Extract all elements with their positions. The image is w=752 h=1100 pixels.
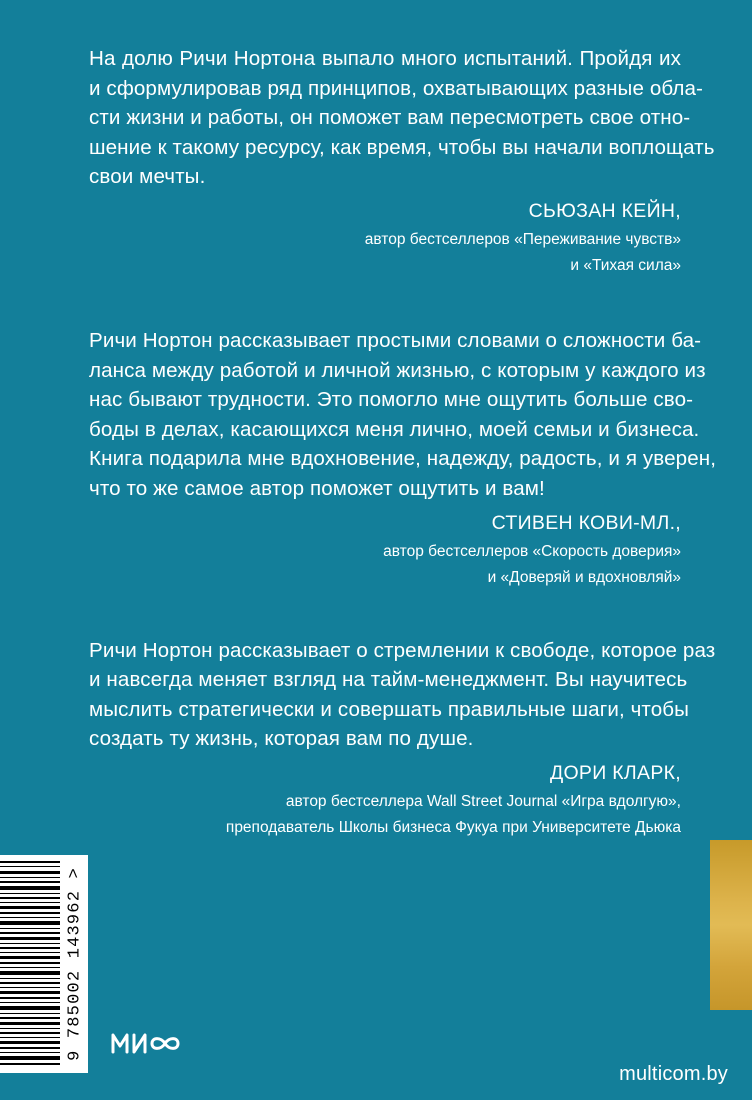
author-name: СТИВЕН КОВИ-МЛ., (491, 511, 681, 534)
quote-line: Ричи Нортон рассказывает о стремлении к свободе, которое раз (89, 638, 716, 662)
quote-line: и сформулировав ряд принципов, охватывающих разные обла- (89, 76, 703, 100)
watermark-text: multicom.by (619, 1063, 728, 1085)
quote-block-kein (89, 44, 715, 279)
barcode-digits (62, 855, 88, 1073)
author-name: СЬЮЗАН КЕЙН, (528, 199, 681, 222)
quote-line: мыслить стратегически и совершать правильные шаги, чтобы (89, 697, 690, 721)
quote-line: Книга подарила мне вдохновение, надежду, радость, и я уверен, (89, 447, 717, 471)
quote-line: создать ту жизнь, которая вам по душе. (89, 727, 474, 751)
quote-text (89, 326, 717, 504)
quote-attribution (89, 760, 681, 841)
quote-line: нас бывают трудности. Это помогло мне ощутить больше сво- (89, 388, 694, 412)
quote-text (89, 44, 715, 192)
isbn-barcode (0, 855, 88, 1073)
barcode-lines-icon (0, 855, 60, 1073)
quote-line: сти жизни и работы, он поможет вам пересмотреть свое отно- (89, 106, 691, 130)
quote-line: боды в делах, касающихся меня лично, моей семьи и бизнеса. (89, 417, 700, 441)
author-name: ДОРИ КЛАРК, (549, 761, 681, 784)
quote-attribution (89, 198, 681, 279)
mif-logo-icon (110, 1028, 184, 1058)
quote-line: свои мечты. (89, 165, 206, 189)
author-description: автор бестселлеров «Скорость доверия» (383, 542, 681, 560)
quote-text (89, 636, 716, 754)
quote-line: шение к такому ресурсу, как время, чтобы вы начали воплощать (89, 135, 715, 159)
quote-line: что то же самое автор поможет ощутить и вам! (89, 476, 545, 500)
quote-attribution (89, 510, 681, 591)
author-description: автор бестселлера Wall Street Journal «Игра вдолгую», (285, 792, 681, 810)
author-description: и «Тихая сила» (570, 257, 681, 275)
author-description: автор бестселлеров «Переживание чувств» (364, 230, 681, 248)
quote-line: ланса между работой и личной жизнью, с которым у каждого из (89, 358, 706, 382)
quote-line: Ричи Нортон рассказывает простыми словами о сложности ба- (89, 328, 702, 352)
quote-block-clark (89, 636, 716, 841)
back-cover-quotes (89, 44, 717, 841)
author-description: и «Доверяй и вдохновляй» (487, 569, 681, 587)
quote-line: и навсегда меняет взгляд на тайм-менеджмент. Вы научитесь (89, 668, 688, 692)
quote-block-covey (89, 326, 717, 591)
gold-ribbon (710, 840, 752, 1010)
author-description: преподаватель Школы бизнеса Фукуа при Университете Дьюка (225, 819, 681, 837)
quote-line: На долю Ричи Нортона выпало много испытаний. Пройдя их (89, 47, 681, 70)
isbn-number: 9 785002 143962 > (65, 867, 85, 1061)
